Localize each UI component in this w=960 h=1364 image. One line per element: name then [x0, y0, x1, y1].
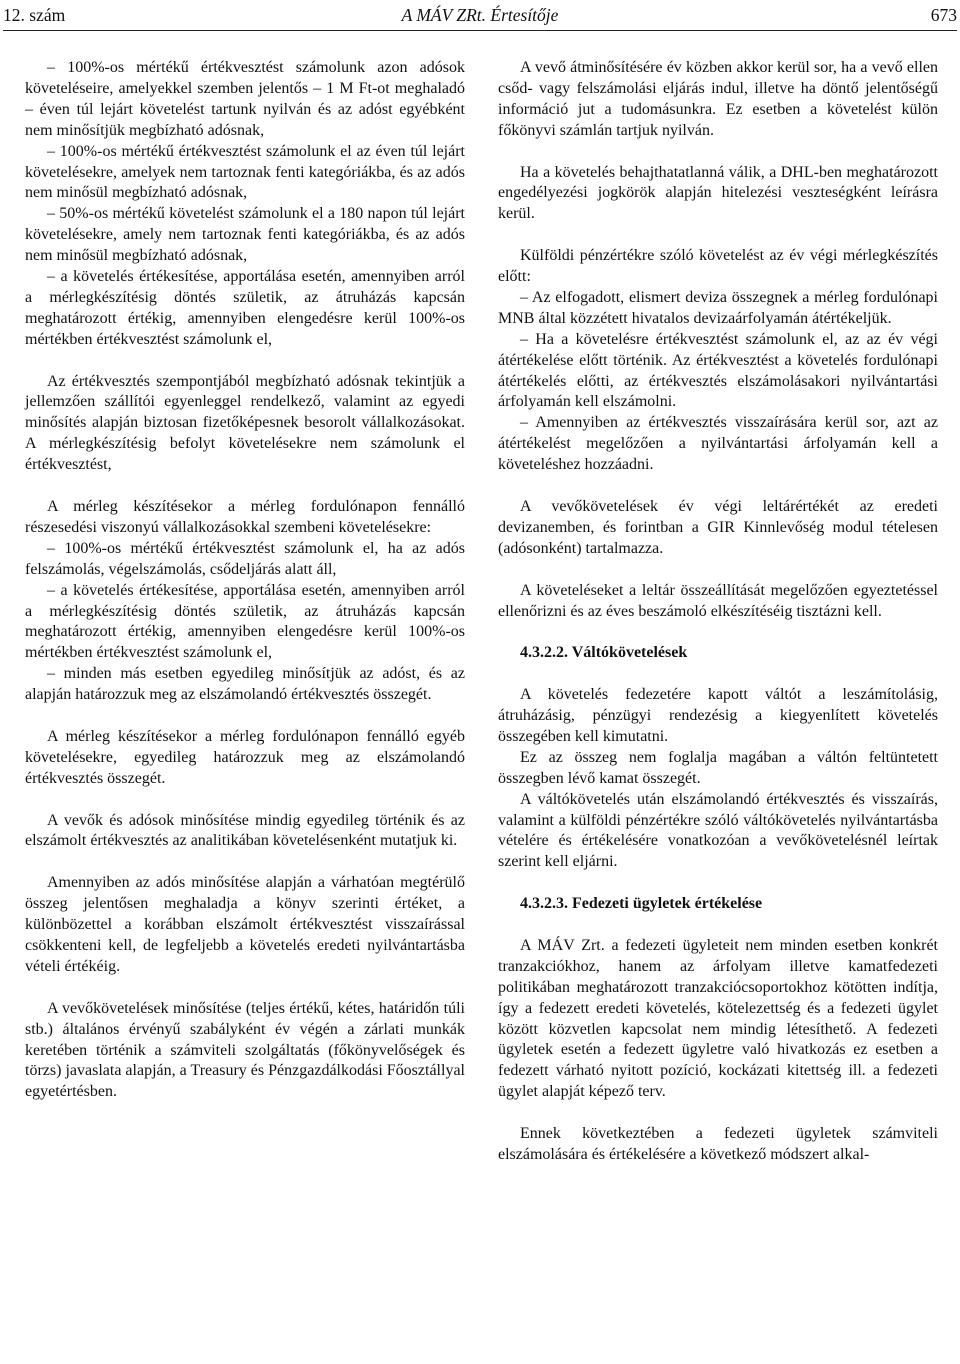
paragraph: Ez az összeg nem foglalja magában a váltón feltüntetett összegben lévő kamat összegét.: [498, 748, 938, 787]
paragraph: Amennyiben az adós minősítése alapján a várhatóan megtérülő összeg jelentősen meghaladja a könyv szerinti értéket, a különbözettel a korábban elszámolt értékvesztést visszaírással csökkenteni kell, de legfeljebb a követelés eredeti nyilvántartásba vételi értékéig.: [25, 874, 465, 975]
paragraph: – Ha a követelésre értékvesztést számolunk el, az az év végi átértékelése előtt történik. Az értékvesztést a követelés fordulónapi átértékelés előtti, az értékvesztés elszámolásakori nyilvántartási árfolyamán kell elszámolni.: [498, 330, 938, 411]
paragraph: A mérleg készítésekor a mérleg fordulónapon fennálló egyéb követelésekre, egyedileg határozzuk meg az elszámolandó értékvesztés összegét.: [25, 727, 465, 787]
right-column: [498, 58, 938, 1166]
section-heading: 4.3.2.3. Fedezeti ügyletek értékelése: [520, 895, 763, 913]
paragraph: Ha a követelés behajthatatlanná válik, a DHL-ben meghatározott engedélyezési jogkörök alapján hitelezési veszteségként leírásra kerül.: [498, 163, 938, 223]
paragraph: – a követelés értékesítése, apportálása esetén, amennyiben arról a mérlegkészítésig döntés születik, az átruházás kapcsán meghatározott értékig, amennyiben elengedésre kerül 100%-os mértékben értékvesztést számolunk el,: [25, 268, 465, 348]
paragraph: A követelés fedezetére kapott váltót a leszámítolásig, átruházásig, pénzügyi rendezésig a kiegyenlített követelés összegében kell kimutatni.: [498, 686, 938, 745]
paragraph: A vevőkövetelések minősítése (teljes értékű, kétes, határidőn túli stb.) általános érvényű szabályként év végén a zárlati munkák keretében történik a számviteli szolgáltatás (főkönyvelőségek és törzs) javaslata alapján, a Treasury és Pénzgazdálkodási Főosztállyal egyetértésben.: [25, 999, 465, 1101]
section-heading: 4.3.2.2. Váltókövetelések: [520, 644, 688, 662]
page-number: 673: [930, 5, 957, 25]
paragraph: – minden más esetben egyedileg minősítjük az adóst, és az alapján határozzuk meg az elszámolandó értékvesztés összegét.: [25, 665, 465, 704]
paragraph: – 100%-os mértékű értékvesztést számolunk el az éven túl lejárt követelésekre, amelyek nem tartoznak fenti kategóriákba, és az adós nem minősül megbízható adósnak,: [25, 142, 465, 202]
paragraph: – a követelés értékesítése, apportálása esetén, amennyiben arról a mérlegkészítésig döntés születik, az átruházás kapcsán meghatározott értékig, amennyiben elengedésre kerül 100%-os mértékben értékvesztést számolunk el,: [25, 581, 465, 662]
paragraph: A vevőkövetelések év végi leltárértékét az eredeti devizanemben, és forintban a GIR Kinnlevőség modul tételesen (adósonként) tartalmazza.: [498, 497, 938, 557]
paragraph: Ennek következtében a fedezeti ügyletek számviteli elszámolására és értékelésére a következő módszert alkal-: [498, 1125, 938, 1163]
paragraph: – Amennyiben az értékvesztés visszaírására kerül sor, azt az átértékelést megelőzően a nyilvántartási árfolyamán kell a követeléshez hozzáadni.: [498, 414, 938, 474]
paragraph: – 100%-os mértékű értékvesztést számolunk el, ha az adós felszámolás, végelszámolás, csődeljárás alatt áll,: [25, 539, 465, 578]
paragraph: Az értékvesztés szempontjából megbízható adósnak tekintjük a jellemzően szállítói egyenleggel rendelkező, valamint az egyedi minősítés alapján biztosan fizetőképesnek besorolt vállalkozásokat. A mérlegkészítésig befolyt követelésekre nem számolunk el értékvesztést,: [25, 372, 465, 474]
paragraph: A vevő átminősítésére év közben akkor kerül sor, ha a vevő ellen csőd- vagy felszámolási eljárás indul, illetve ha döntő jelentőségű információ jut a tudomásunkra. Ez esetben a követelést külön főkönyvi számlán tartjuk nyilván.: [498, 59, 938, 139]
paragraph: A követeléseket a leltár összeállítását megelőzően egyeztetéssel ellenőrizni és az éves beszámoló elkészítéséig tisztázni kell.: [498, 581, 938, 620]
paragraph: – 100%-os mértékű értékvesztést számolunk azon adósok követeléseire, amelyekkel szemben jelentős – 1 M Ft-ot meghaladó – éven túl lejárt követelést tartunk nyilván és az adóst egyébként nem minősítjük megbízható adósnak,: [25, 59, 465, 139]
left-column: [25, 58, 465, 1103]
paragraph: Külföldi pénzértékre szóló követelést az év végi mérlegkészítés előtt:: [498, 247, 938, 286]
publication-title: A MÁV ZRt. Értesítője: [401, 5, 559, 25]
paragraph: A mérleg készítésekor a mérleg fordulónapon fennálló részesedési viszonyú vállalkozásokkal szembeni követelésekre:: [25, 498, 465, 536]
paragraph: – Az elfogadott, elismert deviza összegnek a mérleg fordulónapi MNB által közzétett hivatalos devizaárfolyamán átértékeljük.: [498, 288, 938, 327]
paragraph: A vevők és adósok minősítése mindig egyedileg történik és az elszámolt értékvesztés az analitikában követelésenként mutatjuk ki.: [25, 811, 465, 850]
issue-number: 12. szám: [3, 5, 66, 25]
paragraph: – 50%-os mértékű követelést számolunk el a 180 napon túl lejárt követelésekre, amely nem tartoznak fenti kategóriákba, és az adós nem minősül megbízható adósnak,: [25, 205, 465, 265]
paragraph: A váltókövetelés után elszámolandó értékvesztés és visszaírás, valamint a külföldi pénzértékre szóló váltókövetelés nyilvántartásba vételére és értékelésére vonatkozóan a vevőkövetelésnél leírtak szerint kell eljárni.: [498, 790, 938, 871]
paragraph: A MÁV Zrt. a fedezeti ügyleteit nem minden esetben konkrét tranzakciókhoz, hanem az árfolyam illetve kamatfedezeti politikában meghatározott tranzakciócsoportokhoz kötötten indítja, így a fedezett eredeti követelés, kötelezettség és a fedezeti ügylet között közvetlen kapcsolat nem mindig létesíthető. A fedezeti ügyletek esetén a fedezett ügyletre való hivatkozás ez esetben a fedezett várható nyitott pozíció, kockázati kitettség ill. a fedezeti ügylet alapját képező terv.: [498, 936, 938, 1101]
page-header: [3, 4, 957, 31]
